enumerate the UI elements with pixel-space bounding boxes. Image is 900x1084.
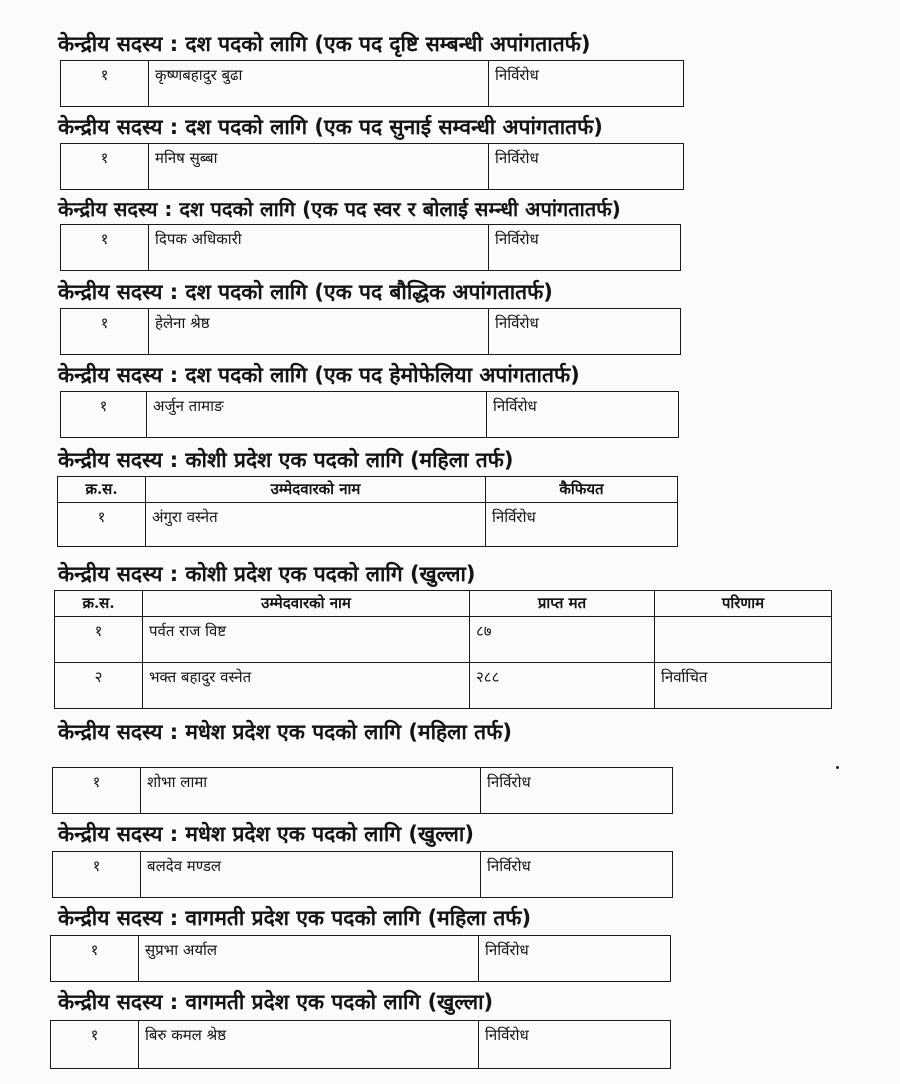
table-row	[61, 61, 684, 107]
remark: निर्विरोध	[479, 936, 671, 982]
remark: निर्विरोध	[489, 309, 681, 355]
column-header: प्राप्त मत	[470, 591, 655, 617]
column-header: क्र.स.	[58, 477, 146, 503]
candidate-name: कृष्णबहादुर बुढा	[149, 61, 489, 107]
section-heading: केन्द्रीय सदस्य : दश पदको लागि (एक पद हेमोफेलिया अपांगतातर्फ)	[58, 363, 580, 387]
votes-received: २८८	[470, 663, 655, 709]
result-table	[57, 476, 678, 547]
candidate-name: बिरु कमल श्रेष्ठ	[139, 1021, 479, 1069]
table-row	[53, 768, 673, 814]
result-table	[60, 308, 681, 355]
table-row	[55, 617, 832, 663]
remark: निर्विरोध	[489, 144, 684, 190]
votes-received: ८७	[470, 617, 655, 663]
candidate-name: शोभा लामा	[141, 768, 481, 814]
section-heading: केन्द्रीय सदस्य : दश पदको लागि (एक पद बौद्धिक अपांगतातर्फ)	[58, 280, 553, 304]
column-header: कैफियत	[486, 477, 678, 503]
remark: निर्विरोध	[481, 852, 673, 898]
serial-number: १	[61, 61, 149, 107]
serial-number: २	[55, 663, 143, 709]
serial-number: १	[61, 144, 149, 190]
serial-number: १	[51, 1021, 139, 1069]
remark: निर्विरोध	[487, 392, 679, 438]
table-row	[61, 225, 681, 271]
column-header: उम्मेदवारको नाम	[146, 477, 486, 503]
serial-number: १	[53, 768, 141, 814]
section-heading: केन्द्रीय सदस्य : दश पदको लागि (एक पद दृष्टि सम्बन्धी अपांगतातर्फ)	[58, 32, 591, 56]
column-header: उम्मेदवारको नाम	[143, 591, 470, 617]
candidate-name: अर्जुन तामाङ	[147, 392, 487, 438]
serial-number: १	[51, 936, 139, 982]
result	[655, 617, 832, 663]
table-row	[58, 503, 678, 547]
remark: निर्विरोध	[481, 768, 673, 814]
table-header-row	[58, 477, 678, 503]
column-header: क्र.स.	[55, 591, 143, 617]
candidate-name: हेलेना श्रेष्ठ	[149, 309, 489, 355]
table-row	[51, 936, 671, 982]
result-table	[50, 935, 671, 982]
candidate-name: अंगुरा वस्नेत	[146, 503, 486, 547]
table-row	[61, 392, 679, 438]
section-heading: केन्द्रीय सदस्य : दश पदको लागि (एक पद सुनाई सम्वन्धी अपांगतातर्फ)	[58, 115, 603, 139]
result-table	[60, 391, 679, 438]
section-heading: केन्द्रीय सदस्य : कोशी प्रदेश एक पदको लागि (खुल्ला)	[58, 562, 476, 586]
result-table	[52, 851, 673, 898]
result-table	[54, 590, 832, 709]
table-row	[53, 852, 673, 898]
result: निर्वाचित	[655, 663, 832, 709]
serial-number: १	[58, 503, 146, 547]
candidate-name: भक्त बहादुर वस्नेत	[143, 663, 470, 709]
section-heading: केन्द्रीय सदस्य : दश पदको लागि (एक पद स्वर र बोलाई सम्न्धी अपांगतातर्फ)	[58, 197, 621, 221]
result-table	[60, 224, 681, 271]
table-row	[55, 663, 832, 709]
table-row	[61, 309, 681, 355]
serial-number: १	[55, 617, 143, 663]
candidate-name: सुप्रभा अर्याल	[139, 936, 479, 982]
table-header-row	[55, 591, 832, 617]
remark: निर्विरोध	[489, 225, 681, 271]
remark: निर्विरोध	[489, 61, 684, 107]
section-heading: केन्द्रीय सदस्य : वागमती प्रदेश एक पदको लागि (खुल्ला)	[58, 990, 494, 1014]
table-row	[51, 1021, 671, 1069]
column-header: परिणाम	[655, 591, 832, 617]
section-heading: केन्द्रीय सदस्य : कोशी प्रदेश एक पदको लागि (महिला तर्फ)	[58, 448, 514, 472]
result-table	[60, 143, 684, 190]
result-table	[60, 60, 684, 107]
candidate-name: पर्वत राज विष्ट	[143, 617, 470, 663]
serial-number: १	[61, 309, 149, 355]
serial-number: १	[61, 392, 147, 438]
result-table	[52, 767, 673, 814]
remark: निर्विरोध	[486, 503, 678, 547]
section-heading: केन्द्रीय सदस्य : मधेश प्रदेश एक पदको लागि (महिला तर्फ)	[58, 720, 512, 744]
serial-number: १	[53, 852, 141, 898]
candidate-name: बलदेव मण्डल	[141, 852, 481, 898]
candidate-name: दिपक अधिकारी	[149, 225, 489, 271]
table-row	[61, 144, 684, 190]
candidate-name: मनिष सुब्बा	[149, 144, 489, 190]
section-heading: केन्द्रीय सदस्य : वागमती प्रदेश एक पदको लागि (महिला तर्फ)	[58, 906, 532, 930]
serial-number: १	[61, 225, 149, 271]
result-table	[50, 1020, 671, 1069]
section-heading: केन्द्रीय सदस्य : मधेश प्रदेश एक पदको लागि (खुल्ला)	[58, 822, 474, 846]
remark: निर्विरोध	[479, 1021, 671, 1069]
stray-mark	[836, 766, 839, 769]
